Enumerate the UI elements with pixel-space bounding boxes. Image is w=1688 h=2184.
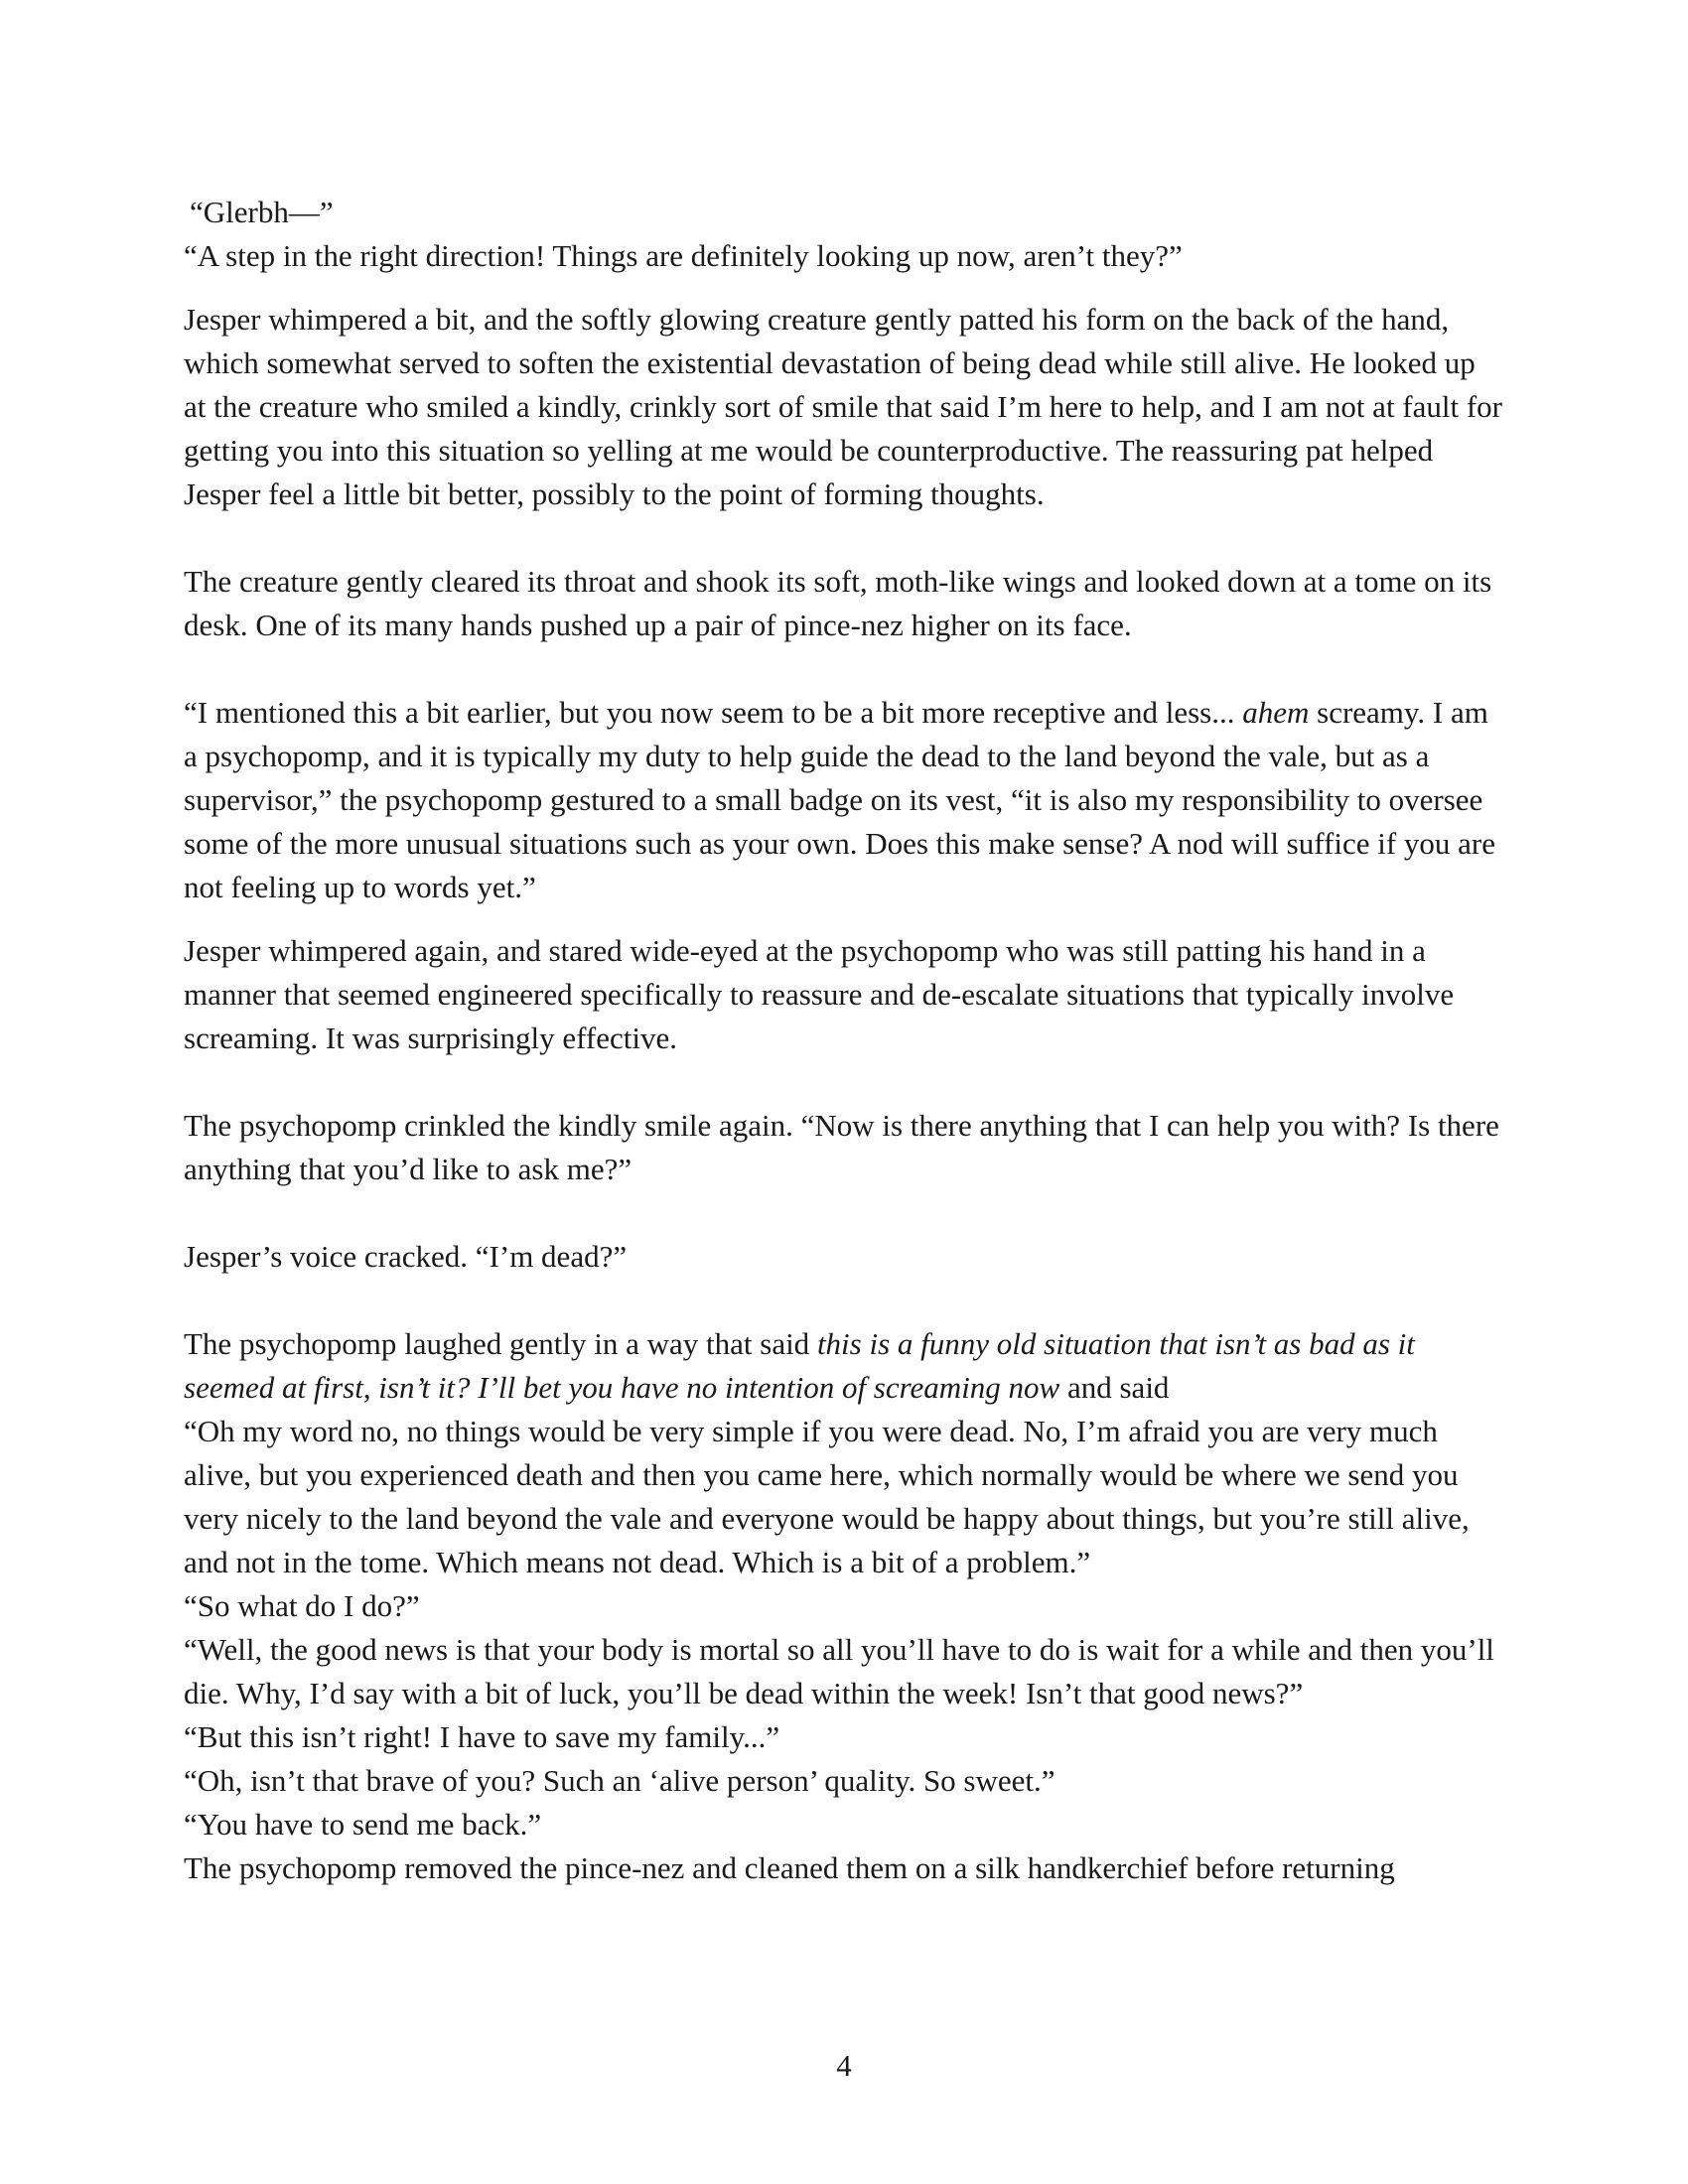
dialogue-line: “You have to send me back.” — [184, 1807, 542, 1842]
paragraph — [184, 1322, 1504, 1410]
paragraph: Jesper’s voice cracked. “I’m dead?” — [184, 1239, 628, 1274]
paragraph — [184, 691, 1504, 909]
dialogue-line: “But this isn’t right! I have to save my family...” — [184, 1719, 780, 1754]
paragraph: The creature gently cleared its throat and shook its soft, moth-like wings and looked down at a tome on its desk. One of its many hands pushed up a pair of pince-nez higher on its face. — [184, 564, 1492, 642]
paragraph: Jesper whimpered a bit, and the softly glowing creature gently patted his form on the back of the hand, which somewhat served to soften the existential devastation of being dead while still alive. He looked up at the creature who smiled a kindly, crinkly sort of smile that said I’m here to help, and I am not at fault for getting you into this situation so yelling at me would be counterproductive. The reassuring pat helped Jesper feel a little bit better, possibly to the point of forming thoughts. — [184, 302, 1503, 511]
paragraph-text: The psychopomp laughed gently in a way that said — [184, 1326, 817, 1361]
dialogue-line: “Oh, isn’t that brave of you? Such an ‘alive person’ quality. So sweet.” — [184, 1763, 1055, 1798]
paragraph: The psychopomp crinkled the kindly smile again. “Now is there anything that I can help you with? Is there anything that you’d like to ask me?” — [184, 1108, 1499, 1186]
story-text — [184, 191, 1504, 1890]
dialogue-line: “So what do I do?” — [184, 1588, 420, 1623]
dialogue-line: “A step in the right direction! Things are definitely looking up now, aren’t they?” — [184, 238, 1183, 273]
paragraph-text: screamy. I am a psychopomp, and it is typically my duty to help guide the dead to the land beyond the vale, but as a supervisor,” the psychopomp gestured to a small badge on its vest, “it is also my responsibility to oversee some of the more unusual situations such as your own. Does this make sense? A nod will suffice if you are not feeling up to words yet.” — [184, 695, 1495, 904]
paragraph-text: “I mentioned this a bit earlier, but you now seem to be a bit more receptive and less... — [184, 695, 1243, 730]
paragraph: Jesper whimpered again, and stared wide-eyed at the psychopomp who was still patting his hand in a manner that seemed engineered specifically to reassure and de-escalate situations that typically involve screaming. It was surprisingly effective. — [184, 933, 1455, 1055]
dialogue-line: “Glerbh—” — [190, 195, 334, 229]
dialogue-line: “Well, the good news is that your body is mortal so all you’ll have to do is wait for a while and then you’ll die. Why, I’d say with a bit of luck, you’ll be dead within the week! Isn’t that good news?” — [184, 1632, 1494, 1710]
paragraph-text: and said — [1059, 1370, 1170, 1405]
emphasis-text: this is a funny old situation that isn’t as bad as it seemed at first, isn’t it? I’ll bet you have no intention of screaming now — [184, 1326, 1415, 1405]
dialogue-line: “Oh my word no, no things would be very simple if you were dead. No, I’m afraid you are very much alive, but you experienced death and then you came here, which normally would be where we send you very nicely to the land beyond the vale and everyone would be happy about things, but you’re still alive, and not in the tome. Which means not dead. Which is a bit of a problem.” — [184, 1414, 1470, 1579]
page-number: 4 — [836, 2048, 852, 2083]
paragraph: The psychopomp removed the pince-nez and cleaned them on a silk handkerchief before returning — [184, 1850, 1395, 1885]
emphasis-text: ahem — [1242, 695, 1310, 730]
